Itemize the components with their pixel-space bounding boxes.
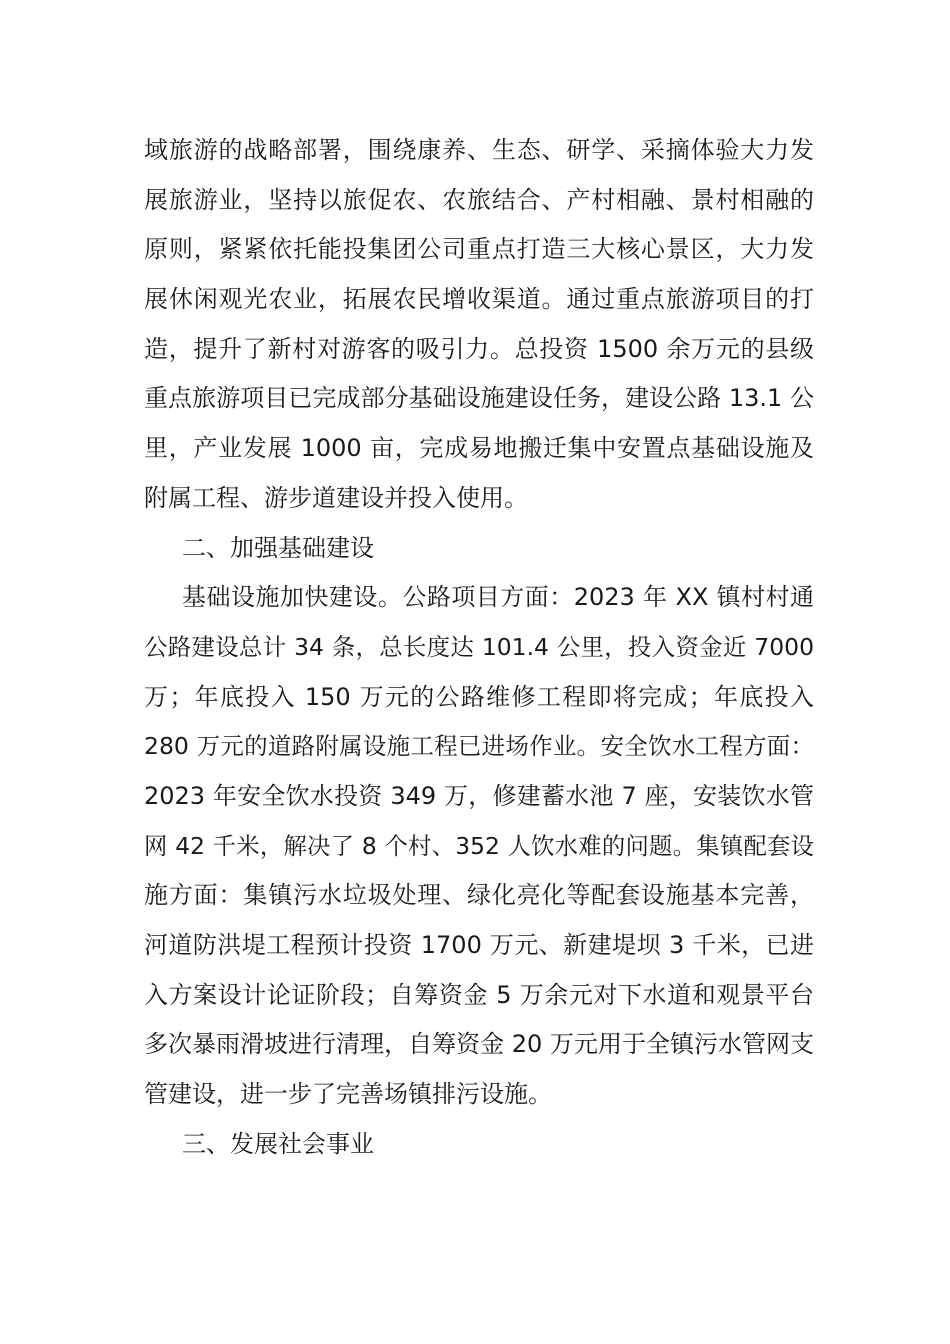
text-line: 展休闲观光农业，拓展农民增收渠道。通过重点旅游项目的打 — [144, 285, 814, 314]
text-line: 施方面：集镇污水垃圾处理、绿化亮化等配套设施基本完善， — [144, 881, 814, 910]
document-body — [144, 126, 814, 1169]
text-line: 展旅游业，坚持以旅促农、农旅结合、产村相融、景村相融的 — [144, 185, 814, 214]
text-line: 重点旅游项目已完成部分基础设施建设任务，建设公路 13.1 公 — [144, 384, 814, 413]
text-line: 公路建设总计 34 条，总长度达 101.4 公里，投入资金近 7000 — [144, 632, 814, 661]
text-line: 网 42 千米，解决了 8 个村、352 人饮水难的问题。集镇配套设 — [144, 831, 814, 860]
text-line: 入方案设计论证阶段；自筹资金 5 万余元对下水道和观景平台 — [144, 980, 814, 1009]
paragraph-tourism — [144, 126, 814, 524]
text-line: 基础设施加快建设。公路项目方面：2023 年 XX 镇村村通 — [182, 583, 814, 612]
section-heading-social: 三、发展社会事业 — [182, 1129, 374, 1158]
text-line: 河道防洪堤工程预计投资 1700 万元、新建堤坝 3 千米，已进 — [144, 931, 814, 959]
text-line: 里，产业发展 1000 亩，完成易地搬迁集中安置点基础设施及 — [144, 434, 814, 463]
text-line: 万；年底投入 150 万元的公路维修工程即将完成；年底投入 — [144, 682, 814, 711]
text-line: 原则，紧紧依托能投集团公司重点打造三大核心景区，大力发 — [144, 235, 814, 264]
text-line: 附属工程、游步道建设并投入使用。 — [144, 483, 528, 512]
text-line: 多次暴雨滑坡进行清理，自筹资金 20 万元用于全镇污水管网支 — [144, 1030, 814, 1059]
text-line: 管建设，进一步了完善场镇排污设施。 — [144, 1080, 552, 1109]
text-line: 造，提升了新村对游客的吸引力。总投资 1500 余万元的县级 — [144, 334, 814, 363]
text-line: 280 万元的道路附属设施工程已进场作业。安全饮水工程方面： — [144, 732, 814, 761]
text-line: 2023 年安全饮水投资 349 万，修建蓄水池 7 座，安装饮水管 — [144, 781, 814, 810]
paragraph-infrastructure — [144, 573, 814, 1120]
text-line: 域旅游的战略部署，围绕康养、生态、研学、采摘体验大力发 — [144, 136, 814, 164]
section-heading-infrastructure: 二、加强基础建设 — [182, 533, 374, 562]
